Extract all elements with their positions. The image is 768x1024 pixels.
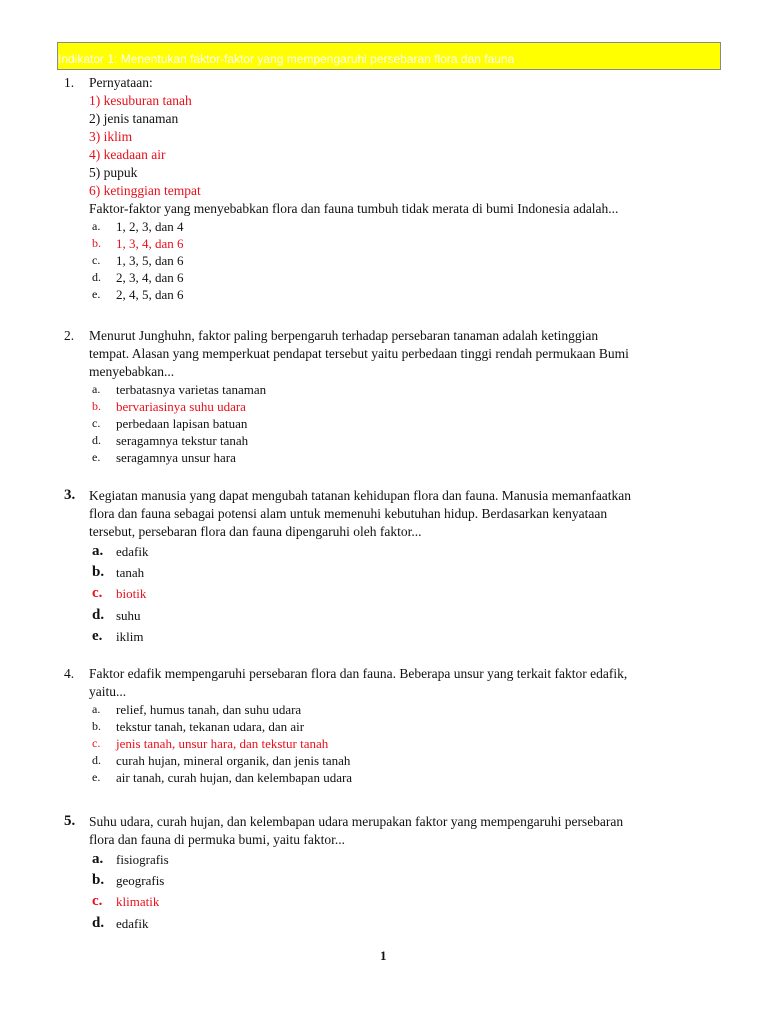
option-e[interactable] xyxy=(89,769,729,786)
question-stem-line: flora dan fauna sebagai potensi alam untuk memenuhi kebutuhan hidup. Berdasarkan kenyataan xyxy=(89,506,608,521)
indicator-text: Indikator 1: Menentukan faktor-faktor yang mempengaruhi persebaran flora dan fauna xyxy=(58,52,515,66)
option-c[interactable] xyxy=(89,415,729,432)
option-a[interactable] xyxy=(89,218,729,235)
question-stem-line: tersebut, persebaran flora dan fauna dipengaruhi oleh faktor... xyxy=(89,524,422,539)
option-text: 1, 3, 4, dan 6 xyxy=(116,236,184,251)
option-e[interactable] xyxy=(89,449,729,466)
question-stem-line: tempat. Alasan yang memperkuat pendapat tersebut yaitu perbedaan tinggi rendah permukaan Bumi xyxy=(89,346,629,361)
option-c[interactable] xyxy=(89,735,729,752)
option-letter: e. xyxy=(92,450,101,464)
question-stem-line: flora dan fauna di permuka bumi, yaitu faktor... xyxy=(89,832,346,847)
option-text: bervariasinya suhu udara xyxy=(116,399,246,414)
option-text: edafik xyxy=(116,915,149,931)
option-letter: c. xyxy=(92,893,103,910)
option-letter: c. xyxy=(92,585,103,602)
statement-2: 2) jenis tanaman xyxy=(89,111,179,126)
question-number: 3. xyxy=(64,487,76,503)
option-d[interactable] xyxy=(89,432,729,449)
option-text: 1, 3, 5, dan 6 xyxy=(116,253,184,268)
option-text: air tanah, curah hujan, dan kelembapan udara xyxy=(116,770,353,785)
option-text: 2, 3, 4, dan 6 xyxy=(116,270,184,285)
option-c[interactable] xyxy=(89,583,729,604)
option-letter: d. xyxy=(92,914,105,931)
option-letter: a. xyxy=(92,543,104,559)
statement-1: 1) kesuburan tanah xyxy=(89,93,192,108)
page-number: 1 xyxy=(380,948,387,963)
option-letter: b. xyxy=(92,564,105,581)
statement-5: 5) pupuk xyxy=(89,165,138,180)
option-text: curah hujan, mineral organik, dan jenis tanah xyxy=(116,753,351,768)
option-letter: e. xyxy=(92,287,101,301)
indicator-banner xyxy=(57,42,721,70)
statement-6: 6) ketinggian tempat xyxy=(89,183,201,198)
option-letter: b. xyxy=(92,872,105,889)
option-letter: b. xyxy=(92,719,101,733)
option-b[interactable] xyxy=(89,398,729,415)
options-list xyxy=(89,218,729,303)
option-a[interactable] xyxy=(89,541,729,562)
option-d[interactable] xyxy=(89,913,729,934)
question-stem-line: Suhu udara, curah hujan, dan kelembapan udara merupakan faktor yang mempengaruhi persebaran xyxy=(89,814,624,829)
question-stem-line: Kegiatan manusia yang dapat mengubah tatanan kehidupan flora dan fauna. Manusia memanfaatkan xyxy=(89,488,632,503)
option-text: klimatik xyxy=(116,894,160,910)
option-text: edafik xyxy=(116,544,149,559)
question-intro: Pernyataan: xyxy=(89,75,153,90)
option-text: tanah xyxy=(116,565,145,581)
option-d[interactable] xyxy=(89,605,729,626)
option-d[interactable] xyxy=(89,752,729,769)
question-stem-line: Faktor edafik mempengaruhi persebaran flora dan fauna. Beberapa unsur yang terkait faktor edafik, xyxy=(89,666,628,681)
option-b[interactable] xyxy=(89,235,729,252)
options-list xyxy=(89,701,729,786)
question-stem-line: menyebabkan... xyxy=(89,364,175,379)
option-a[interactable] xyxy=(89,849,729,870)
question-stem-line: Menurut Junghuhn, faktor paling berpengaruh terhadap persebaran tanaman adalah ketinggian xyxy=(89,328,599,343)
option-letter: a. xyxy=(92,382,101,396)
option-letter: e. xyxy=(92,627,103,644)
question-number: 1. xyxy=(64,75,75,90)
option-letter: a. xyxy=(92,702,101,716)
option-letter: d. xyxy=(92,270,101,284)
option-letter: d. xyxy=(92,433,101,447)
option-e[interactable] xyxy=(89,286,729,303)
option-text: 2, 4, 5, dan 6 xyxy=(116,287,184,302)
option-letter: a. xyxy=(92,851,104,867)
option-letter: d. xyxy=(92,753,101,767)
option-text: suhu xyxy=(116,607,141,623)
option-c[interactable] xyxy=(89,891,729,912)
option-text: seragamnya tekstur tanah xyxy=(116,433,249,448)
option-b[interactable] xyxy=(89,562,729,583)
option-a[interactable] xyxy=(89,381,729,398)
option-letter: c. xyxy=(92,736,101,750)
option-letter: d. xyxy=(92,606,105,623)
option-b[interactable] xyxy=(89,718,729,735)
option-text: fisiografis xyxy=(116,852,169,867)
options-list xyxy=(89,541,729,647)
option-letter: c. xyxy=(92,253,101,267)
question-stem-line: yaitu... xyxy=(89,684,127,699)
option-letter: c. xyxy=(92,416,101,430)
options-list xyxy=(89,849,729,934)
question-number: 2. xyxy=(64,328,75,343)
statement-4: 4) keadaan air xyxy=(89,147,166,162)
question-stem: Faktor-faktor yang menyebabkan flora dan fauna tumbuh tidak merata di bumi Indonesia adalah... xyxy=(89,201,619,216)
option-letter: b. xyxy=(92,236,101,250)
option-text: iklim xyxy=(116,628,144,644)
option-letter: a. xyxy=(92,219,101,233)
option-a[interactable] xyxy=(89,701,729,718)
option-text: relief, humus tanah, dan suhu udara xyxy=(116,702,302,717)
option-d[interactable] xyxy=(89,269,729,286)
option-text: biotik xyxy=(116,586,147,602)
option-text: seragamnya unsur hara xyxy=(116,450,236,465)
options-list xyxy=(89,381,729,466)
option-text: geografis xyxy=(116,873,165,889)
option-letter: b. xyxy=(92,399,101,413)
option-text: perbedaan lapisan batuan xyxy=(116,416,248,431)
option-text: 1, 2, 3, dan 4 xyxy=(116,219,184,234)
statement-3: 3) iklim xyxy=(89,129,133,144)
question-number: 4. xyxy=(64,666,75,681)
option-b[interactable] xyxy=(89,870,729,891)
option-c[interactable] xyxy=(89,252,729,269)
option-text: terbatasnya varietas tanaman xyxy=(116,382,267,397)
question-number: 5. xyxy=(64,813,76,829)
option-text: jenis tanah, unsur hara, dan tekstur tanah xyxy=(116,736,329,751)
option-text: tekstur tanah, tekanan udara, dan air xyxy=(116,719,305,734)
option-e[interactable] xyxy=(89,626,729,647)
option-letter: e. xyxy=(92,770,101,784)
